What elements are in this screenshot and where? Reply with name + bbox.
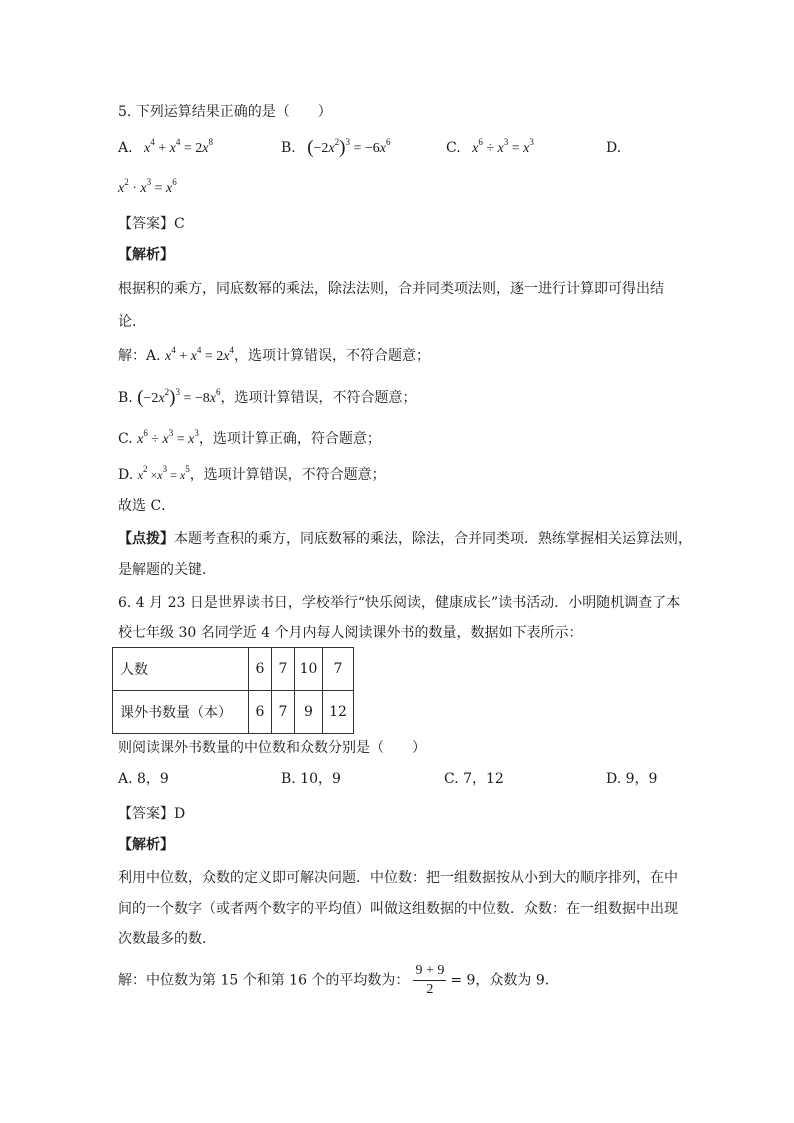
table-row [113, 648, 354, 691]
q6-option-b: B. 10，9 [281, 771, 341, 787]
q6-answer: 【答案】D [118, 806, 186, 822]
q5-option-c: C. $x^6 \div x^3 = x^3$ [446, 137, 534, 156]
q5-conclusion: 故选 C． [118, 498, 176, 514]
q5-option-d: D. [606, 140, 622, 156]
q5-option-a: A. $x^4 + x^4 = 2x^8$ [118, 137, 213, 156]
table-row [113, 691, 354, 734]
q5-analysis-line: 论． [118, 314, 146, 330]
table-row-label: 课外书数量（本） [113, 691, 249, 734]
q6-analysis-tag: 【解析】 [118, 837, 174, 853]
table-cell: 6 [249, 691, 272, 734]
q6-fraction: $\frac{9 + 9}{2}$ [415, 963, 445, 997]
q6-option-d: D. 9，9 [606, 771, 658, 787]
q6-solution: 解：中位数为第 15 个和第 16 个的平均数为： $\frac{9 + 9}{2}$ = 9，众数为 9． [118, 963, 559, 997]
q5-solution-c: C. $x^6 \div x^3 = x^3$，选项计算正确，符合题意； [118, 428, 381, 447]
q6-analysis-line: 利用中位数，众数的定义即可解决问题．中位数：把一组数据按从小到大的顺序排列，在中 [118, 870, 678, 886]
q5-tip-tag: 【点拨】 [118, 531, 174, 547]
table-cell: 10 [295, 648, 323, 691]
q6-options [118, 769, 678, 789]
table-cell: 12 [323, 691, 354, 734]
q5-solution-d: D. $x^2 \times x^3 = x^5$，选项计算错误，不符合题意； [118, 464, 386, 483]
table-cell: 6 [249, 648, 272, 691]
table-row-label: 人数 [113, 648, 249, 691]
table-cell: 7 [272, 648, 295, 691]
q6-option-c: C. 7，12 [444, 771, 504, 787]
table-cell: 9 [295, 691, 323, 734]
table-cell: 7 [323, 648, 354, 691]
q6-option-a: A. 8，9 [118, 771, 169, 787]
q6-question: 则阅读课外书数量的中位数和众数分别是（ ） [118, 740, 426, 756]
q5-solution-a: 解：A. $x^4 + x^4 = 2x^4$，选项计算错误，不符合题意； [118, 345, 430, 364]
q5-answer: 【答案】C [118, 216, 185, 232]
q5-option-b: B. $(-2x^2)^3 = -6x^6$ [281, 137, 391, 158]
q5-stem: 5. 下列运算结果正确的是（ ） [118, 104, 332, 120]
q5-tip-line: 是解题的关键． [118, 562, 216, 578]
q5-tip: 【点拨】本题考查积的乘方，同底数幂的乘法，除法，合并同类项．熟练掌握相关运算法则， [118, 531, 692, 547]
q5-option-d-expression: $x^2 \cdot x^3 = x^6$ [118, 177, 177, 196]
q6-data-table [112, 647, 354, 734]
table-cell: 7 [272, 691, 295, 734]
q5-analysis-tag: 【解析】 [118, 247, 174, 263]
q6-stem-line: 校七年级 30 名同学近 4 个月内每人阅读课外书的数量，数据如下表所示： [118, 625, 583, 641]
q5-solution-b: B. $(-2x^2)^3 = -8x^6$，选项计算错误，不符合题意； [118, 387, 417, 408]
q6-stem-line: 6. 4 月 23 日是世界读书日，学校举行“快乐阅读，健康成长”读书活动．小明随机调查了本 [118, 595, 681, 611]
q5-analysis-line: 根据积的乘方，同底数幂的乘法，除法法则，合并同类项法则，逐一进行计算即可得出结 [118, 281, 664, 297]
q6-analysis-line: 间的一个数字（或者两个数字的平均值）叫做这组数据的中位数．众数：在一组数据中出现 [118, 901, 678, 917]
q6-analysis-line: 次数最多的数． [118, 931, 216, 947]
